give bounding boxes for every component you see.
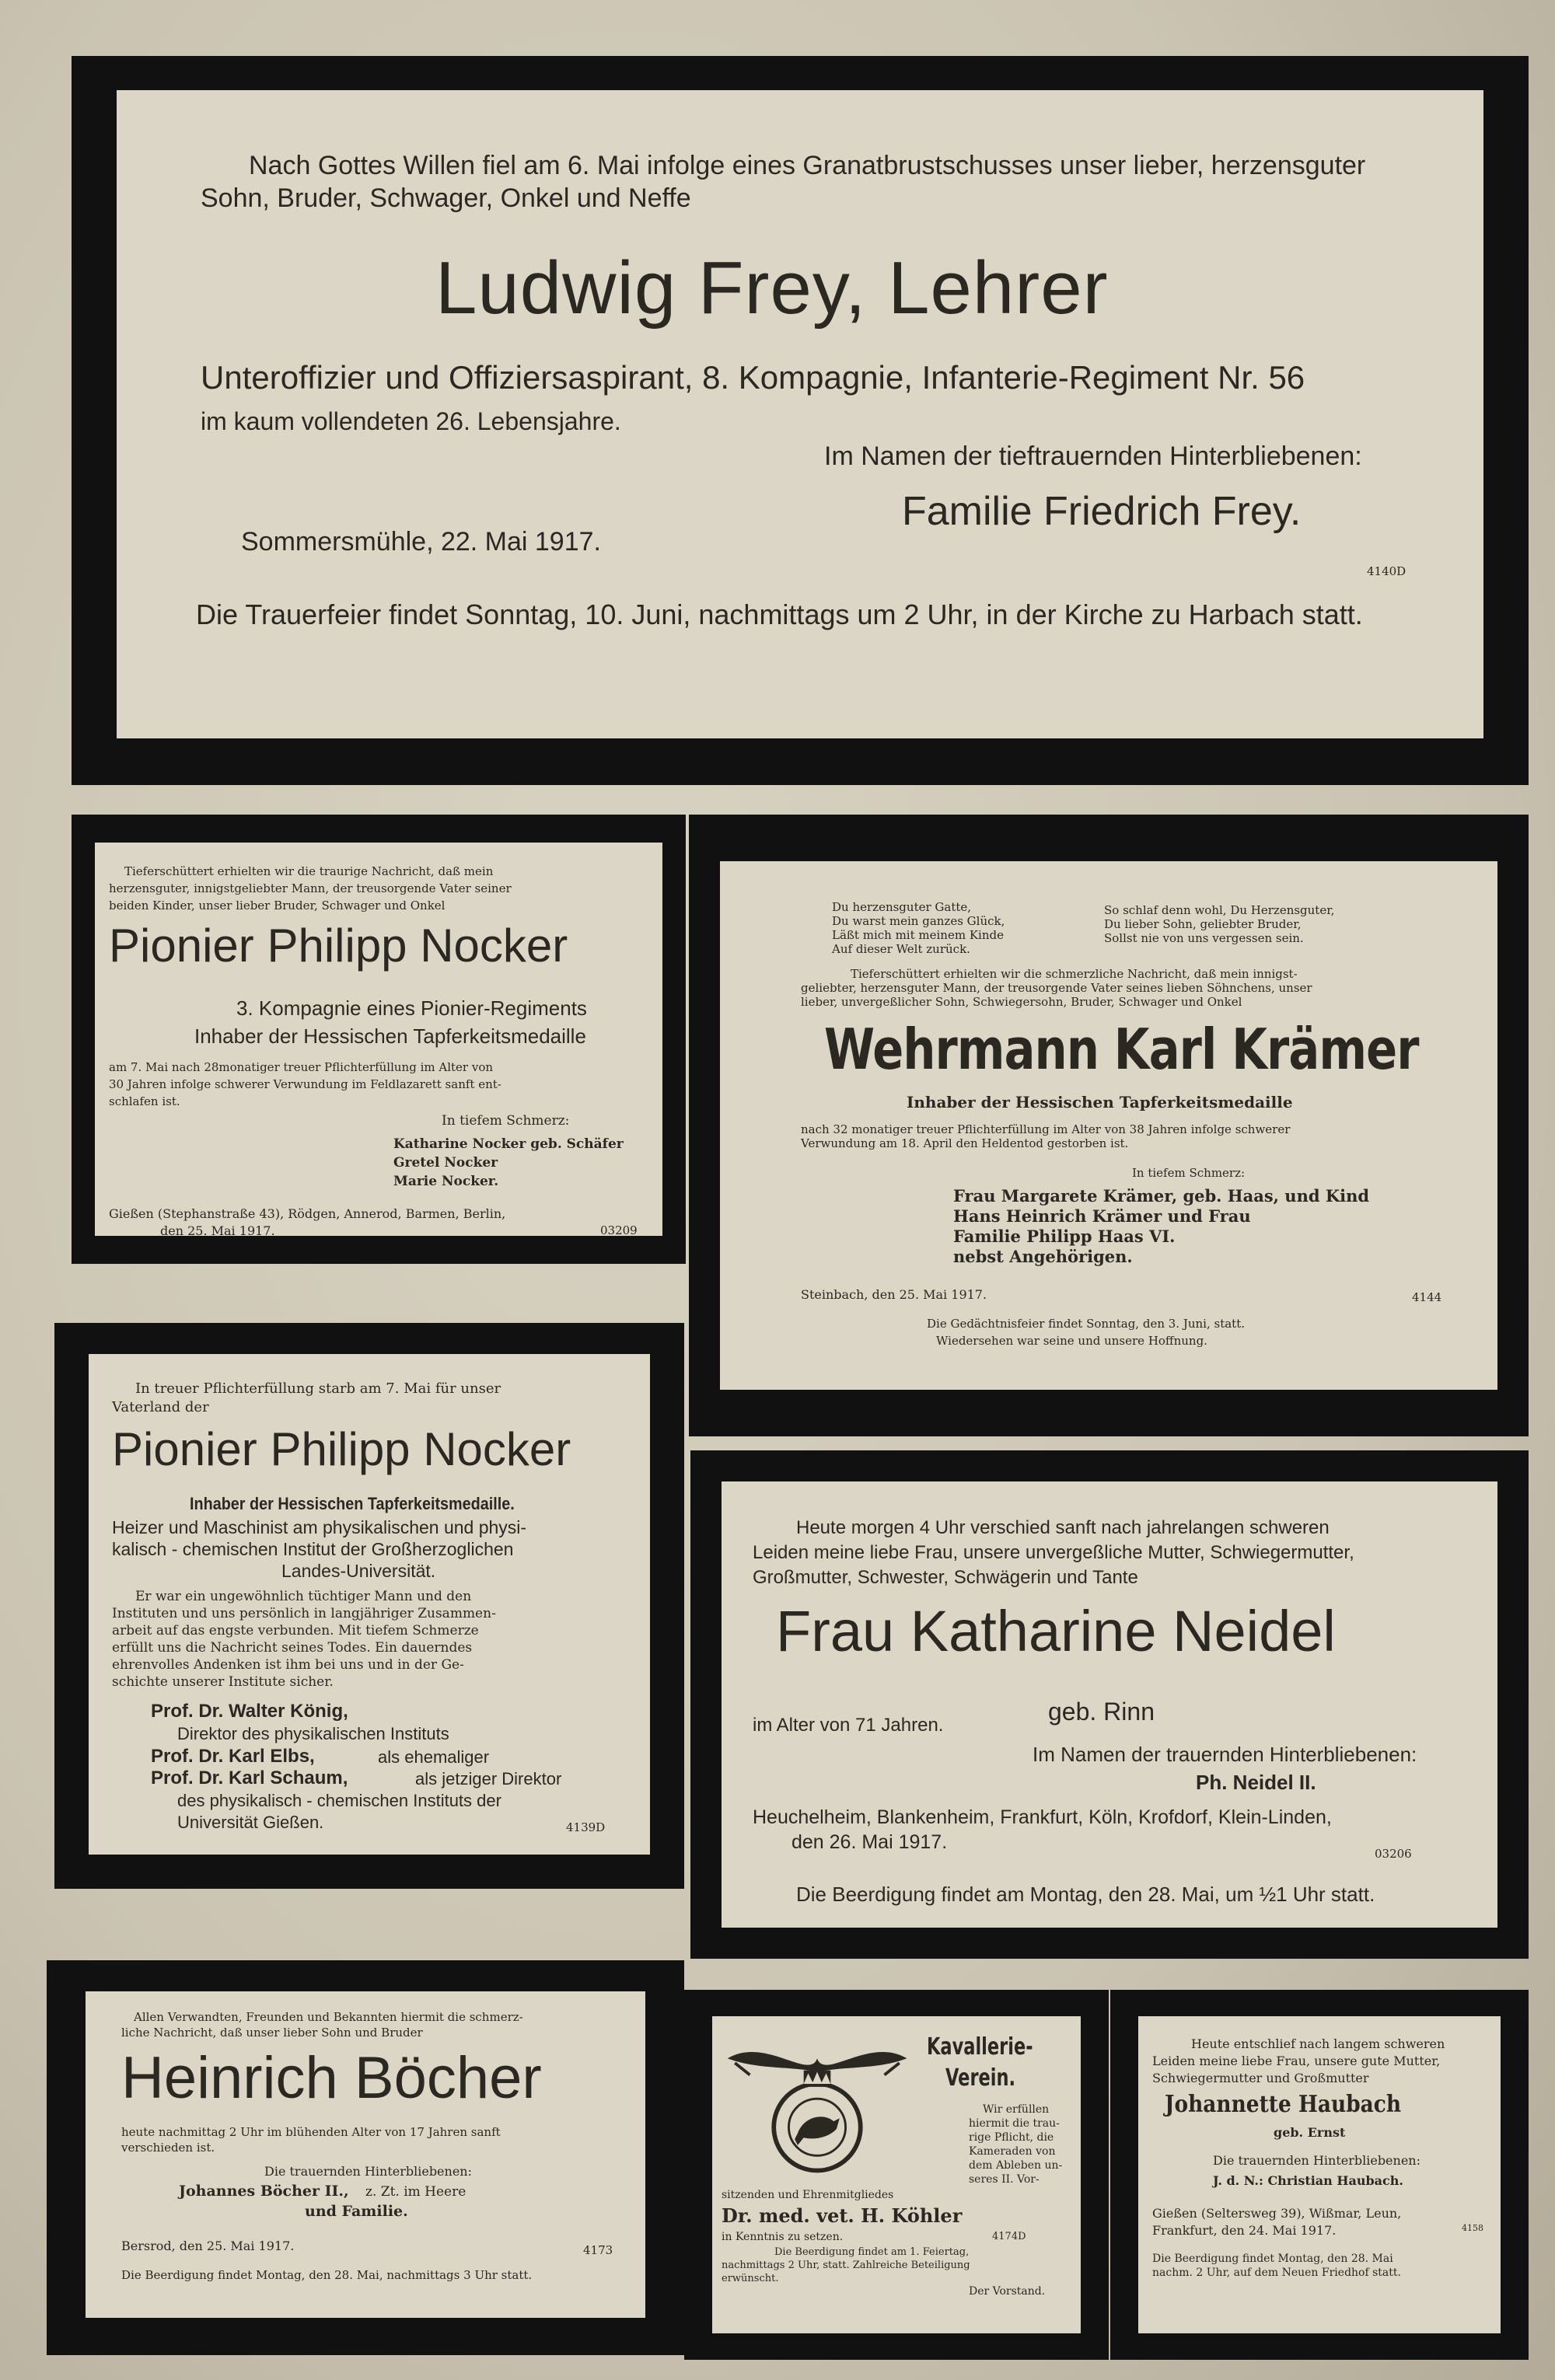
- nocker-institute-sig-1: Prof. Dr. Walter König,: [151, 1701, 348, 1722]
- kavallerie-signoff: Der Vorstand.: [969, 2285, 1046, 2298]
- kraemer-memorial-2: Wiedersehen war seine und unsere Hoffnung.: [936, 1334, 1207, 1348]
- kavallerie-text-5: dem Ableben un-: [969, 2159, 1063, 2172]
- kraemer-poem-left-1: Du herzensguter Gatte,: [832, 900, 972, 914]
- neidel-intro-3: Großmutter, Schwester, Schwägerin und Tante: [753, 1567, 1138, 1588]
- haubach-place-2: Frankfurt, den 24. Mai 1917.: [1152, 2223, 1337, 2238]
- haubach-intro-3: Schwiegermutter und Großmutter: [1152, 2071, 1369, 2085]
- nocker-institute-name: Pionier Philipp Nocker: [112, 1423, 571, 1475]
- kraemer-death-1: nach 32 monatiger treuer Pflichterfüllung im Alter von 38 Jahren infolge schwerer: [801, 1122, 1291, 1136]
- neidel-date: den 26. Mai 1917.: [791, 1831, 948, 1853]
- kraemer-poem-right-3: Sollst nie von uns vergessen sein.: [1104, 931, 1304, 945]
- kavallerie-name: Dr. med. vet. H. Köhler: [722, 2204, 963, 2227]
- kraemer-place-date: Steinbach, den 25. Mai 1917.: [801, 1287, 987, 1302]
- obituary-kraemer: [689, 815, 1529, 1436]
- kavallerie-funeral-1: Die Beerdigung findet am 1. Feiertag,: [774, 2246, 970, 2258]
- haubach-mourners-intro: Die trauernden Hinterbliebenen:: [1213, 2153, 1420, 2168]
- frey-name: Ludwig Frey, Lehrer: [435, 246, 1109, 330]
- kraemer-line-2: geliebter, herzensguter Mann, der treusorgende Vater seines lieben Söhnchens, unser: [801, 981, 1312, 995]
- boecher-intro-1: Allen Verwandten, Freunden und Bekannten hiermit die schmerz-: [134, 2010, 523, 2024]
- kraemer-mourner-4: nebst Angehörigen.: [953, 1247, 1133, 1266]
- nocker-family-unit: 3. Kompagnie eines Pionier-Regiments: [236, 996, 587, 1020]
- kraemer-grief: In tiefem Schmerz:: [1132, 1166, 1246, 1180]
- kraemer-poem-left-4: Auf dieser Welt zurück.: [832, 942, 970, 956]
- kraemer-number: 4144: [1412, 1290, 1442, 1304]
- nocker-institute-body-1: Er war ein ungewöhnlich tüchtiger Mann und den: [135, 1589, 472, 1604]
- nocker-family-medal: Inhaber der Hessischen Tapferkeitsmedaille: [194, 1024, 586, 1048]
- kraemer-poem-right-1: So schlaf denn wohl, Du Herzensguter,: [1104, 903, 1335, 917]
- boecher-funeral: Die Beerdigung findet Montag, den 28. Mai, nachmittags 3 Uhr statt.: [121, 2268, 533, 2282]
- kavallerie-title-1: Kavallerie-: [927, 2033, 1033, 2061]
- nocker-family-mourner-2: Gretel Nocker: [393, 1155, 498, 1171]
- nocker-family-mourner-1: Katharine Nocker geb. Schäfer: [393, 1136, 624, 1152]
- nocker-family-line-3: beiden Kinder, unser lieber Bruder, Schwager und Onkel: [109, 899, 446, 913]
- nocker-family-mourner-3: Marie Nocker.: [393, 1174, 499, 1189]
- haubach-mourner: J. d. N.: Christian Haubach.: [1213, 2173, 1403, 2188]
- boecher-mourner-2: und Familie.: [305, 2203, 408, 2220]
- haubach-funeral-2: nachm. 2 Uhr, auf dem Neuen Friedhof statt.: [1152, 2267, 1401, 2279]
- nocker-family-death-1: am 7. Mai nach 28monatiger treuer Pflichterfüllung im Alter von: [109, 1060, 494, 1074]
- haubach-intro-1: Heute entschlief nach langem schweren: [1191, 2036, 1445, 2051]
- kraemer-memorial-1: Die Gedächtnisfeier findet Sonntag, den 3. Juni, statt.: [927, 1317, 1245, 1331]
- kavallerie-funeral-3: erwünscht.: [722, 2273, 779, 2284]
- nocker-family-date: den 25. Mai 1917.: [160, 1223, 275, 1236]
- neidel-place: Heuchelheim, Blankenheim, Frankfurt, Köln, Krofdorf, Klein-Linden,: [753, 1806, 1332, 1828]
- nocker-family-line-1: Tieferschüttert erhielten wir die traurige Nachricht, daß mein: [124, 864, 494, 878]
- neidel-funeral: Die Beerdigung findet am Montag, den 28. Mai, um ½1 Uhr statt.: [796, 1883, 1375, 1906]
- obituary-haubach: [1110, 1990, 1529, 2360]
- kraemer-mourner-2: Hans Heinrich Krämer und Frau: [953, 1206, 1251, 1226]
- obituary-neidel: [690, 1450, 1529, 1959]
- frey-place-date: Sommersmühle, 22. Mai 1917.: [241, 527, 601, 557]
- haubach-number: 4158: [1462, 2223, 1483, 2233]
- nocker-institute-intro-2: Vaterland der: [112, 1399, 209, 1415]
- frey-family: Familie Friedrich Frey.: [902, 489, 1302, 534]
- frey-number: 4140D: [1367, 564, 1406, 578]
- obituary-kavallerie: [684, 1990, 1109, 2360]
- obituary-nocker-institute: [54, 1323, 684, 1889]
- nocker-institute-job-1: Heizer und Maschinist am physikalischen und physi-: [112, 1517, 527, 1537]
- frey-mourners-intro: Im Namen der tieftrauernden Hinterbliebenen:: [824, 441, 1362, 471]
- nocker-institute-job-3: Landes-Universität.: [281, 1561, 436, 1581]
- boecher-mourners-intro: Die trauernden Hinterbliebenen:: [264, 2164, 472, 2179]
- boecher-name: Heinrich Böcher: [121, 2045, 542, 2111]
- nocker-institute-number: 4139D: [566, 1820, 606, 1834]
- kavallerie-title-2: Verein.: [945, 2064, 1016, 2092]
- nocker-institute-body-4: erfüllt uns die Nachricht seines Todes. Ein dauerndes: [112, 1640, 473, 1656]
- nocker-family-grief: In tiefem Schmerz:: [442, 1113, 570, 1129]
- kavallerie-funeral-2: nachmittags 2 Uhr, statt. Zahlreiche Beteiligung: [722, 2260, 970, 2271]
- boecher-mourner-1b: z. Zt. im Heere: [365, 2184, 466, 2200]
- nocker-institute-sig-1b: Direktor des physikalischen Instituts: [177, 1724, 449, 1743]
- nocker-family-number: 03209: [600, 1223, 638, 1236]
- haubach-name: Johannette Haubach: [1165, 2091, 1402, 2118]
- nocker-institute-sig-2b: als ehemaliger: [378, 1747, 490, 1767]
- neidel-mourner: Ph. Neidel II.: [1196, 1771, 1316, 1794]
- boecher-intro-2: liche Nachricht, daß unser lieber Sohn und Bruder: [121, 2026, 423, 2040]
- boecher-mourner-1: Johannes Böcher II.,: [179, 2183, 349, 2200]
- kraemer-poem-right-2: Du lieber Sohn, geliebter Bruder,: [1104, 917, 1302, 931]
- kraemer-mourner-3: Familie Philipp Haas VI.: [953, 1227, 1176, 1246]
- boecher-number: 4173: [583, 2243, 613, 2257]
- nocker-institute-job-2: kalisch - chemischen Institut der Großherzoglichen: [112, 1539, 514, 1559]
- frey-funeral: Die Trauerfeier findet Sonntag, 10. Juni, nachmittags um 2 Uhr, in der Kirche zu Harbach statt.: [196, 598, 1363, 630]
- haubach-born: geb. Ernst: [1274, 2125, 1346, 2140]
- kavallerie-number: 4174D: [992, 2231, 1026, 2242]
- kavallerie-emblem: [720, 2027, 914, 2179]
- nocker-institute-sig-3c: des physikalisch - chemischen Instituts der: [177, 1791, 501, 1810]
- kavallerie-text-8: in Kenntnis zu setzen.: [722, 2231, 844, 2243]
- nocker-institute-sig-2: Prof. Dr. Karl Elbs,: [151, 1746, 315, 1767]
- nocker-institute-intro-1: In treuer Pflichterfüllung starb am 7. Mai für unser: [135, 1380, 501, 1397]
- neidel-mourners-intro: Im Namen der trauernden Hinterbliebenen:: [1033, 1743, 1417, 1766]
- kraemer-poem-left-3: Läßt mich mit meinem Kinde: [832, 928, 1004, 942]
- neidel-born: geb. Rinn: [1048, 1698, 1155, 1726]
- kraemer-mourner-1: Frau Margarete Krämer, geb. Haas, und Kind: [953, 1186, 1370, 1206]
- kraemer-line-3: lieber, unvergeßlicher Sohn, Schwiegersohn, Bruder, Schwager und Onkel: [801, 995, 1242, 1009]
- frey-age: im kaum vollendeten 26. Lebensjahre.: [201, 407, 621, 435]
- nocker-institute-body-6: schichte unserer Institute sicher.: [112, 1674, 334, 1690]
- frey-intro-1: Nach Gottes Willen fiel am 6. Mai infolge eines Granatbrustschusses unser lieber, herzensguter: [249, 151, 1366, 180]
- kavallerie-text-3: rige Pflicht, die: [969, 2131, 1054, 2144]
- kraemer-death-2: Verwundung am 18. April den Heldentod gestorben ist.: [801, 1136, 1129, 1150]
- nocker-institute-sig-3d: Universität Gießen.: [177, 1813, 324, 1832]
- nocker-institute-sig-3: Prof. Dr. Karl Schaum,: [151, 1768, 348, 1788]
- obituary-boecher: [47, 1960, 684, 2355]
- kavallerie-text-4: Kameraden von: [969, 2145, 1056, 2158]
- boecher-death-2: verschieden ist.: [121, 2141, 215, 2155]
- neidel-intro-1: Heute morgen 4 Uhr verschied sanft nach jahrelangen schweren: [796, 1517, 1330, 1538]
- kavallerie-text-7: sitzenden und Ehrenmitgliedes: [722, 2189, 894, 2201]
- neidel-intro-2: Leiden meine liebe Frau, unsere unvergeßliche Mutter, Schwiegermutter,: [753, 1542, 1354, 1563]
- haubach-funeral-1: Die Beerdigung findet Montag, den 28. Mai: [1152, 2253, 1393, 2265]
- boecher-death-1: heute nachmittag 2 Uhr im blühenden Alter von 17 Jahren sanft: [121, 2125, 501, 2139]
- nocker-institute-body-2: Instituten und uns persönlich in langjähriger Zusammen-: [112, 1606, 496, 1621]
- neidel-age: im Alter von 71 Jahren.: [753, 1715, 944, 1736]
- nocker-family-place: Gießen (Stephanstraße 43), Rödgen, Annerod, Barmen, Berlin,: [109, 1206, 506, 1221]
- kraemer-name: Wehrmann Karl Krämer: [824, 1017, 1419, 1082]
- nocker-institute-body-5: ehrenvolles Andenken ist ihm bei uns und in der Ge-: [112, 1657, 464, 1673]
- frey-intro-2: Sohn, Bruder, Schwager, Onkel und Neffe: [201, 183, 691, 213]
- nocker-institute-medal: Inhaber der Hessischen Tapferkeitsmedaille.: [190, 1494, 515, 1513]
- obituary-nocker-family: [72, 815, 686, 1264]
- nocker-institute-body-3: arbeit auf das engste verbunden. Mit tiefem Schmerze: [112, 1623, 479, 1638]
- kraemer-poem-left-2: Du warst mein ganzes Glück,: [832, 914, 1005, 928]
- neidel-name: Frau Katharine Neidel: [776, 1599, 1336, 1663]
- nocker-family-death-2: 30 Jahren infolge schwerer Verwundung im Feldlazarett sanft ent-: [109, 1077, 501, 1091]
- boecher-place-date: Bersrod, den 25. Mai 1917.: [121, 2239, 295, 2253]
- kavallerie-text-2: hiermit die trau-: [969, 2117, 1060, 2130]
- nocker-family-line-2: herzensguter, innigstgeliebter Mann, der treusorgende Vater seiner: [109, 881, 512, 895]
- nocker-institute-sig-3b: als jetziger Direktor: [415, 1769, 562, 1788]
- kavallerie-text-1: Wir erfüllen: [983, 2103, 1050, 2116]
- obituary-frey: [72, 56, 1529, 785]
- haubach-place-1: Gießen (Seltersweg 39), Wißmar, Leun,: [1152, 2206, 1402, 2221]
- kavallerie-text-6: seres II. Vor-: [969, 2173, 1040, 2186]
- nocker-family-death-3: schlafen ist.: [109, 1094, 180, 1108]
- frey-rank: Unteroffizier und Offiziersaspirant, 8. Kompagnie, Infanterie-Regiment Nr. 56: [201, 359, 1305, 396]
- haubach-intro-2: Leiden meine liebe Frau, unsere gute Mutter,: [1152, 2054, 1441, 2068]
- nocker-family-name: Pionier Philipp Nocker: [109, 920, 568, 972]
- neidel-number: 03206: [1375, 1847, 1412, 1861]
- kraemer-medal: Inhaber der Hessischen Tapferkeitsmedaille: [907, 1093, 1293, 1111]
- kraemer-line-1: Tieferschüttert erhielten wir die schmerzliche Nachricht, daß mein innigst-: [851, 967, 1298, 981]
